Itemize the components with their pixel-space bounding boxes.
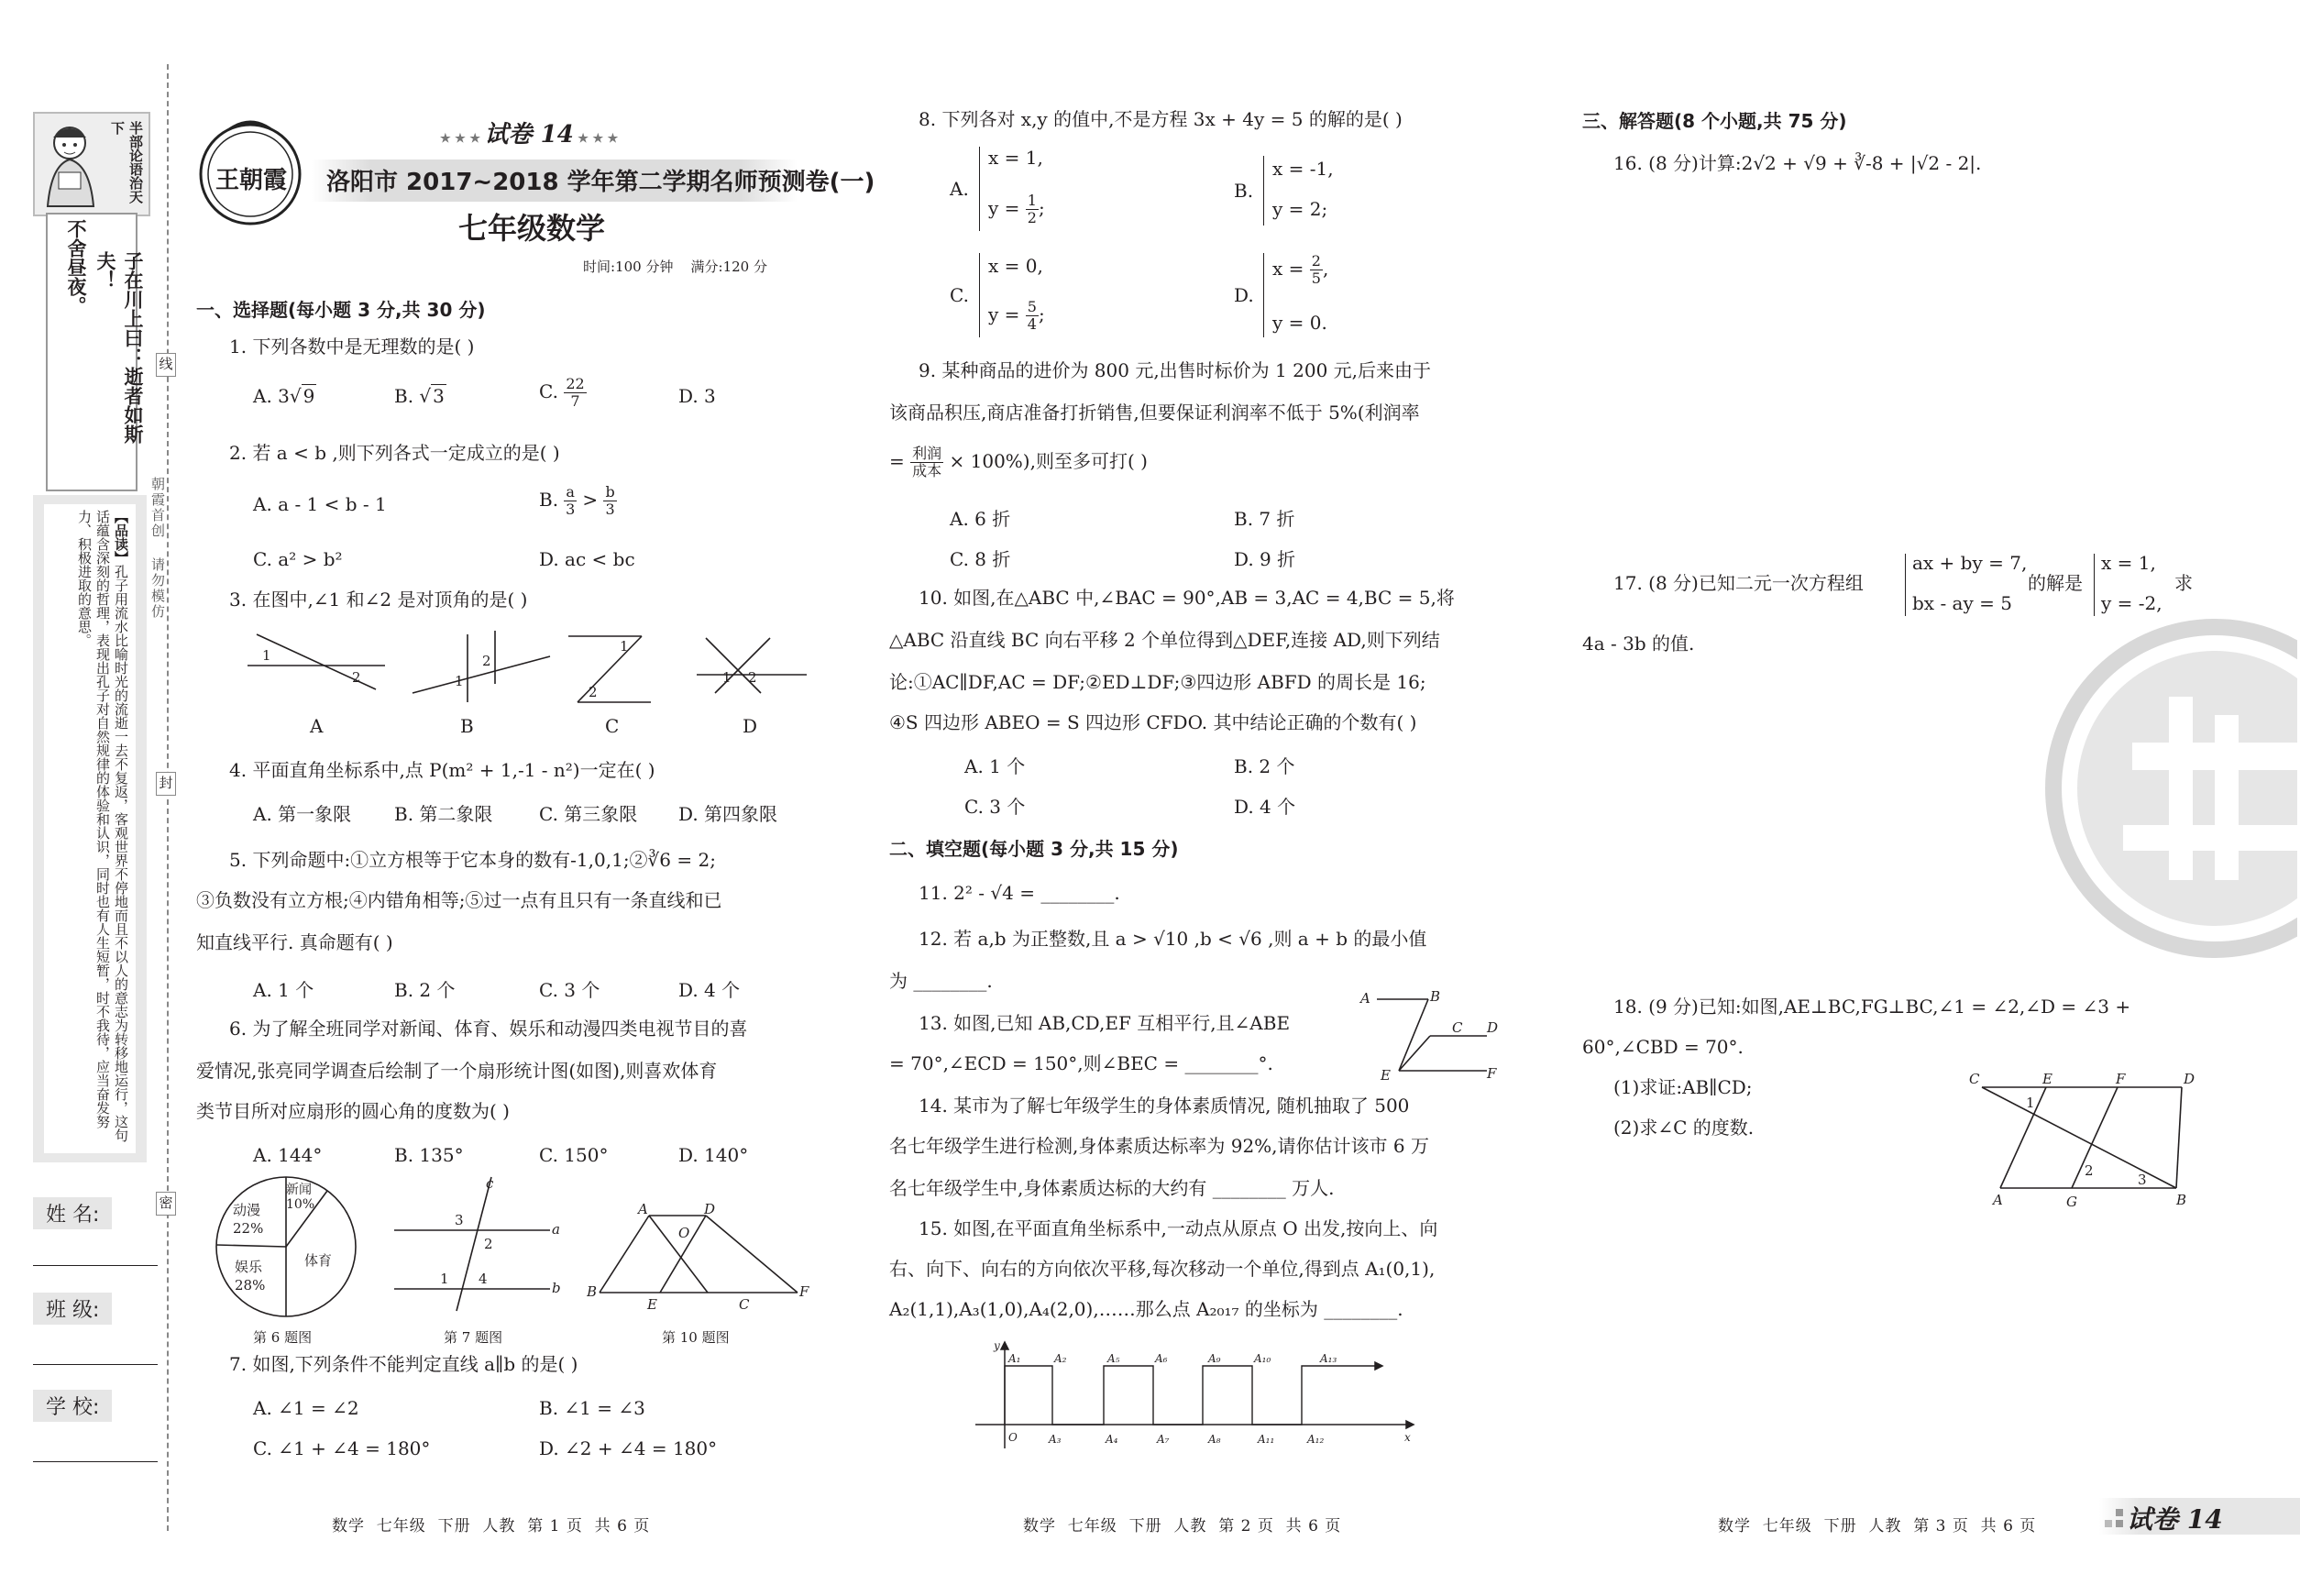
svg-text:A₉: A₉ [1208,1352,1221,1365]
cut-mark-3: 密 [156,1192,176,1216]
q9-line-2: 该商品积压,商店准备打折销售,但要保证利润率不低于 5%(利润率 [889,402,1420,424]
svg-text:2: 2 [484,1236,493,1252]
quote-box [46,213,144,491]
svg-text:B: B [587,1283,598,1300]
section-3-heading: 三、解答题(8 个小题,共 75 分) [1582,110,1847,132]
svg-text:E: E [647,1296,657,1311]
q17-eq1: ax + by = 7, [1912,552,2028,574]
svg-text:A₃: A₃ [1049,1433,1062,1446]
q9-line-3: = $\frac{\text{利润}}{\text{成本}}$ × 100%),则至多可打( ) [889,445,1148,479]
page-3-footer: 数学 七年级 下册 人教 第 3 页 共 6 页 [1718,1517,2037,1535]
quote-line-2: 不舍昼夜。 [65,219,87,315]
reading-body: 孔子用流水比喻时光的流逝一去不复返，客观世界不停地而且不以人的意志为转移地运行，这句话蕴含深刻的哲理，表现出孔子对自然规律的体验和认识，同时也有人生短暂，时不我待，应当奋发努力、积极进取的意思。 [76,510,129,1142]
name-field-line[interactable] [33,1265,158,1266]
corner-paper-number: 试卷 14 [2127,1504,2223,1535]
q11-text: 11. 2² - √4 = ________. [919,882,1120,904]
q5-option-c[interactable]: C. 3 个 [539,979,600,1001]
q8-d-eq1: x = $\frac{2}{5}$ , [1272,252,1329,287]
q4-option-b[interactable]: B. 第二象限 [394,803,493,825]
cut-mark-1: 线 [156,353,176,377]
scholar-illustration [39,119,103,209]
q17-mid: 的解是 [2028,572,2083,594]
section-1-heading: 一、选择题(每小题 3 分,共 30 分) [196,299,486,321]
q9-option-a[interactable]: A. 6 折 [950,508,1011,530]
q8-b-eq2: y = 2; [1272,198,1328,220]
q7-stem: 7. 如图,下列条件不能判定直线 a∥b 的是( ) [229,1353,578,1375]
q10-line-4: ④S 四边形 ABEO = S 四边形 CFDO. 其中结论正确的个数有( ) [889,711,1417,733]
q2-option-c[interactable]: C. a² > b² [253,548,343,570]
q8-c-letter: C. [950,284,969,306]
svg-text:D: D [704,1201,716,1217]
q8-c-eq2: y = $\frac{5}{4}$ ; [988,298,1045,333]
svg-text:F: F [1487,1065,1497,1082]
q2-b-frac2: $\frac{b}{3}$ [605,483,615,518]
q14-line-2: 名七年级学生进行检测,身体素质达标率为 92%,请你估计该市 6 万 [889,1135,1429,1157]
q15-figure [975,1340,1415,1450]
q7-option-b[interactable]: B. ∠1 = ∠3 [539,1397,645,1419]
q1-option-c[interactable] [539,376,587,410]
q6-option-c[interactable]: C. 150° [539,1144,609,1166]
svg-text:A: A [1993,1192,2003,1208]
svg-text:G: G [2066,1194,2077,1208]
svg-text:1: 1 [455,673,464,689]
svg-text:A₆: A₆ [1155,1352,1168,1365]
svg-text:1: 1 [262,647,271,664]
q18-part-1: (1)求证:AB∥CD; [1613,1076,1753,1098]
q5-option-d[interactable]: D. 4 个 [678,979,741,1001]
pie-sports-label: 体育 [304,1252,333,1269]
svg-text:c: c [486,1175,494,1192]
pie-anime-label: 动漫 22% [233,1202,264,1237]
stars-right-icon: ★ ★ ★ [573,132,619,146]
svg-text:A₇: A₇ [1157,1433,1170,1446]
school-field-line[interactable] [33,1461,158,1462]
q6-line-3: 类节目所对应扇形的圆心角的度数为( ) [196,1100,510,1122]
svg-text:3: 3 [455,1212,464,1228]
q3-label-a[interactable]: A [310,715,324,737]
svg-text:A₁₃: A₁₃ [1320,1352,1337,1365]
q4-option-d[interactable]: D. 第四象限 [678,803,778,825]
q7-option-c[interactable]: C. ∠1 + ∠4 = 180° [253,1437,431,1459]
q10-option-d[interactable]: D. 4 个 [1234,796,1296,818]
q12-line-2: 为 ________. [889,970,993,992]
confidential-stamp [2031,605,2297,972]
q10-option-c[interactable]: C. 3 个 [964,796,1026,818]
svg-text:A₂: A₂ [1054,1352,1067,1365]
q13-line-2: = 70°,∠ECD = 150°,则∠BEC = ________°. [889,1052,1273,1074]
sidebar-motto-box [33,112,150,216]
fig7-caption: 第 7 题图 [444,1329,503,1346]
q1-a-rad: 9 [303,385,315,407]
q9-line-1: 9. 某种商品的进价为 800 元,出售时标价为 1 200 元,后来由于 [919,359,1432,381]
q17-brace [1905,554,1906,616]
q3-label-c[interactable]: C [605,715,620,737]
q5-line-2: ③负数没有立方根;④内错角相等;⑤过一点有且只有一条直线和已 [196,889,722,911]
q4-stem: 4. 平面直角坐标系中,点 P(m² + 1,-1 - n²)一定在( ) [229,759,655,781]
q8-b-brace [1263,156,1270,226]
svg-text:B: B [2176,1192,2187,1208]
q18-line-2: 60°,∠CBD = 70°. [1582,1036,1744,1058]
svg-text:E: E [2042,1071,2052,1087]
q3-label-d[interactable]: D [743,715,758,737]
q17-post: 求 [2174,572,2193,594]
q8-c-eq1: x = 0, [988,255,1043,277]
svg-text:A₁₁: A₁₁ [1258,1433,1275,1446]
q8-c-brace [979,253,985,337]
q10-option-a[interactable]: A. 1 个 [964,755,1026,777]
svg-text:y: y [994,1340,1000,1352]
svg-text:A₈: A₈ [1208,1433,1221,1446]
svg-text:A₄: A₄ [1106,1433,1118,1446]
q4-option-c[interactable]: C. 第三象限 [539,803,638,825]
q6-option-d[interactable]: D. 140° [678,1144,749,1166]
q9-option-d[interactable]: D. 9 折 [1234,548,1296,570]
svg-text:A: A [1360,990,1370,1007]
q18-line-1: 18. (9 分)已知:如图,AE⊥BC,FG⊥BC,∠1 = ∠2,∠D = ∠3 + [1613,996,2131,1018]
q9-option-c[interactable]: C. 8 折 [950,548,1011,570]
q17-system [1905,550,2033,620]
q6-option-a[interactable]: A. 144° [253,1144,323,1166]
svg-text:2: 2 [2085,1162,2094,1179]
stars-left-icon: ★ ★ ★ [440,132,485,146]
q8-a-letter: A. [950,178,969,200]
fig10-caption: 第 10 题图 [662,1329,730,1346]
svg-text:2: 2 [352,669,361,686]
q1-option-d[interactable]: D. 3 [678,385,716,407]
q10-figure [587,1201,816,1311]
q15-line-2: 右、向下、向右的方向依次平移,每次移动一个单位,得到点 A₁(0,1), [889,1258,1436,1280]
q3-stem: 3. 在图中,∠1 和∠2 是对顶角的是( ) [229,589,528,611]
q8-option-b[interactable] [1234,154,1381,227]
svg-text:O: O [1008,1431,1018,1444]
sqrt-icon: √ [419,385,432,407]
q7-option-a[interactable]: A. ∠1 = ∠2 [253,1397,359,1419]
q1-c-frac: $\frac{22}{7}$ [566,375,585,410]
q8-d-brace [1263,253,1270,337]
reading-inner [44,504,136,1153]
q18-figure [1967,1069,2196,1208]
q8-a-eq2: y = $\frac{1}{2}$ ; [988,192,1045,226]
q7-option-d[interactable]: D. ∠2 + ∠4 = 180° [539,1437,718,1459]
q8-d-eq2: y = 0. [1272,312,1327,334]
q6-line-2: 爱情况,张亮同学调查后绘制了一个扇形统计图(如图),则喜欢体育 [196,1060,718,1082]
q1-b-text: B. [394,385,420,407]
quote-line-1: 子在川上曰：逝者如斯夫！ [94,251,144,444]
section-2-heading: 二、填空题(每小题 3 分,共 15 分) [889,838,1179,860]
svg-text:1: 1 [440,1271,449,1287]
q7-figure [394,1175,568,1313]
q2-stem: 2. 若 a < b ,则下列各式一定成立的是( ) [229,442,560,464]
q3-figures [248,629,816,730]
paper-number-text: 试卷 14 [484,121,574,149]
q6-line-1: 6. 为了解全班同学对新闻、体育、娱乐和动漫四类电视节目的喜 [229,1018,748,1040]
q8-option-c[interactable] [950,251,1096,343]
q8-option-d[interactable] [1234,251,1381,343]
svg-text:A: A [638,1201,648,1217]
q5-line-1: 5. 下列命题中:①立方根等于它本身的数有-1,0,1;②∛6 = 2; [229,849,716,871]
name-field-label: 姓 名: [33,1197,112,1229]
pie-ent-label: 娱乐 28% [235,1259,266,1293]
svg-text:B: B [1430,988,1441,1005]
q5-option-a[interactable]: A. 1 个 [253,979,314,1001]
q10-line-2: △ABC 沿直线 BC 向右平移 2 个单位得到△DEF,连接 AD,则下列结 [889,629,1440,651]
q15-line-1: 15. 如图,在平面直角坐标系中,一动点从原点 O 出发,按向上、向 [919,1217,1438,1239]
q5-option-b[interactable]: B. 2 个 [394,979,456,1001]
q2-b-text: B. [539,489,559,511]
svg-text:C: C [1969,1071,1980,1087]
reading-box [33,495,147,1162]
class-field-line[interactable] [33,1364,158,1365]
reading-label: 【品读】 [113,510,129,565]
svg-text:A₅: A₅ [1107,1352,1120,1365]
fig6-caption: 第 6 题图 [253,1329,313,1346]
cut-dashed-line [167,64,169,1531]
svg-text:E: E [1381,1067,1391,1082]
svg-text:D: D [1487,1019,1499,1036]
paper-number [440,116,618,149]
cut-mark-2: 封 [156,772,176,796]
q1-b-rad: 3 [433,385,445,407]
q1-c-text: C. [539,380,565,402]
q8-stem: 8. 下列各对 x,y 的值中,不是方程 3x + 4y = 5 的解的是( ) [919,108,1403,130]
q6-option-b[interactable]: B. 135° [394,1144,464,1166]
q10-line-3: 论:①AC∥DF,AC = DF;②ED⊥DF;③四边形 ABFD 的周长是 16; [889,671,1426,693]
svg-text:3: 3 [2138,1172,2147,1188]
svg-text:a: a [552,1221,560,1238]
q2-option-b[interactable] [539,484,617,518]
sqrt-icon: √ [289,385,302,407]
q2-option-a[interactable]: A. a - 1 < b - 1 [253,493,387,515]
q1-option-b[interactable] [394,385,446,407]
svg-text:4: 4 [479,1271,488,1287]
exam-title: 洛阳市 2017~2018 学年第二学期名师预测卷(一) [326,169,875,196]
time-score: 时间:100 分钟 满分:120 分 [583,259,767,275]
svg-text:A₁: A₁ [1008,1352,1021,1365]
svg-text:A₁₂: A₁₂ [1307,1433,1325,1446]
q8-option-a[interactable] [950,145,1096,237]
q6-pie-chart [213,1173,359,1320]
q8-b-eq1: x = -1, [1272,158,1334,180]
q10-line-1: 10. 如图,在△ABC 中,∠BAC = 90°,AB = 3,AC = 4,BC = 5,将 [919,587,1455,609]
q1-stem: 1. 下列各数中是无理数的是( ) [229,336,475,358]
page-1-footer: 数学 七年级 下册 人教 第 1 页 共 6 页 [332,1517,651,1535]
pie-news-label: 新闻 10% [286,1183,315,1212]
q17-sol2: y = -2, [2101,592,2162,614]
q1-a-text: A. 3 [253,385,290,407]
q2-b-gt: > [582,489,599,511]
q17-sol1: x = 1, [2101,552,2156,574]
svg-text:D: D [2184,1071,2195,1087]
q13-figure [1357,986,1503,1082]
logo-seal [193,112,308,227]
q1-option-a[interactable] [253,385,316,407]
svg-text:O: O [678,1225,690,1241]
corner-squares-icon [2103,1507,2125,1529]
q3-label-b[interactable]: B [460,715,474,737]
svg-text:C: C [739,1296,750,1311]
q14-line-1: 14. 某市为了解七年级学生的身体素质情况, 随机抽取了 500 [919,1095,1410,1117]
svg-text:2: 2 [589,684,598,700]
svg-text:C: C [1452,1019,1463,1036]
q2-option-d[interactable]: D. ac < bc [539,548,635,570]
q17-eq2: bx - ay = 5 [1912,592,2012,614]
subject-title: 七年级数学 [458,211,606,246]
svg-text:2: 2 [482,653,491,669]
q8-b-letter: B. [1234,180,1254,202]
q8-d-letter: D. [1234,284,1254,306]
q5-line-3: 知直线平行. 真命题有( ) [196,931,393,953]
copyright-watermark: 朝霞首创 请勿模仿 [149,477,166,620]
motto-text: 半部论语治天下 [109,121,144,204]
logo-text: 王朝霞 [215,167,287,194]
q18-part-2: (2)求∠C 的度数. [1613,1117,1755,1139]
svg-text:1: 1 [722,669,732,686]
class-field-label: 班 级: [33,1293,112,1325]
school-field-label: 学 校: [33,1390,112,1422]
svg-text:A₁₀: A₁₀ [1254,1352,1271,1365]
reading-text [75,510,130,1142]
q16-text: 16. (8 分)计算:2√2 + √9 + ∛-8 + |√2 - 2|. [1613,152,1982,174]
q9-option-b[interactable]: B. 7 折 [1234,508,1295,530]
q10-option-b[interactable]: B. 2 个 [1234,755,1295,777]
q2-b-frac1: $\frac{a}{3}$ [566,483,576,518]
q13-line-1: 13. 如图,已知 AB,CD,EF 互相平行,且∠ABE [919,1012,1291,1034]
q12-line-1: 12. 若 a,b 为正整数,且 a > √10 ,b < √6 ,则 a + b 的最小值 [919,928,1427,950]
svg-text:x: x [1404,1431,1411,1444]
page-2-footer: 数学 七年级 下册 人教 第 2 页 共 6 页 [1023,1517,1342,1535]
svg-text:1: 1 [2026,1095,2035,1111]
svg-text:F: F [2116,1071,2126,1087]
q15-line-3: A₂(1,1),A₃(1,0),A₄(2,0),……那么点 A₂₀₁₇ 的坐标为 ________. [889,1298,1403,1320]
q8-a-brace [979,147,985,231]
q8-a-eq1: x = 1, [988,147,1043,169]
q17-line-1: 17. (8 分)已知二元一次方程组 [1613,572,1864,594]
q14-line-3: 名七年级学生中,身体素质达标的大约有 ________ 万人. [889,1177,1335,1199]
q17-line-2: 4a - 3b 的值. [1582,633,1695,655]
svg-text:2: 2 [748,669,757,686]
svg-text:F: F [799,1283,809,1300]
svg-text:b: b [552,1280,561,1296]
q4-option-a[interactable]: A. 第一象限 [253,803,352,825]
svg-text:1: 1 [620,638,629,655]
